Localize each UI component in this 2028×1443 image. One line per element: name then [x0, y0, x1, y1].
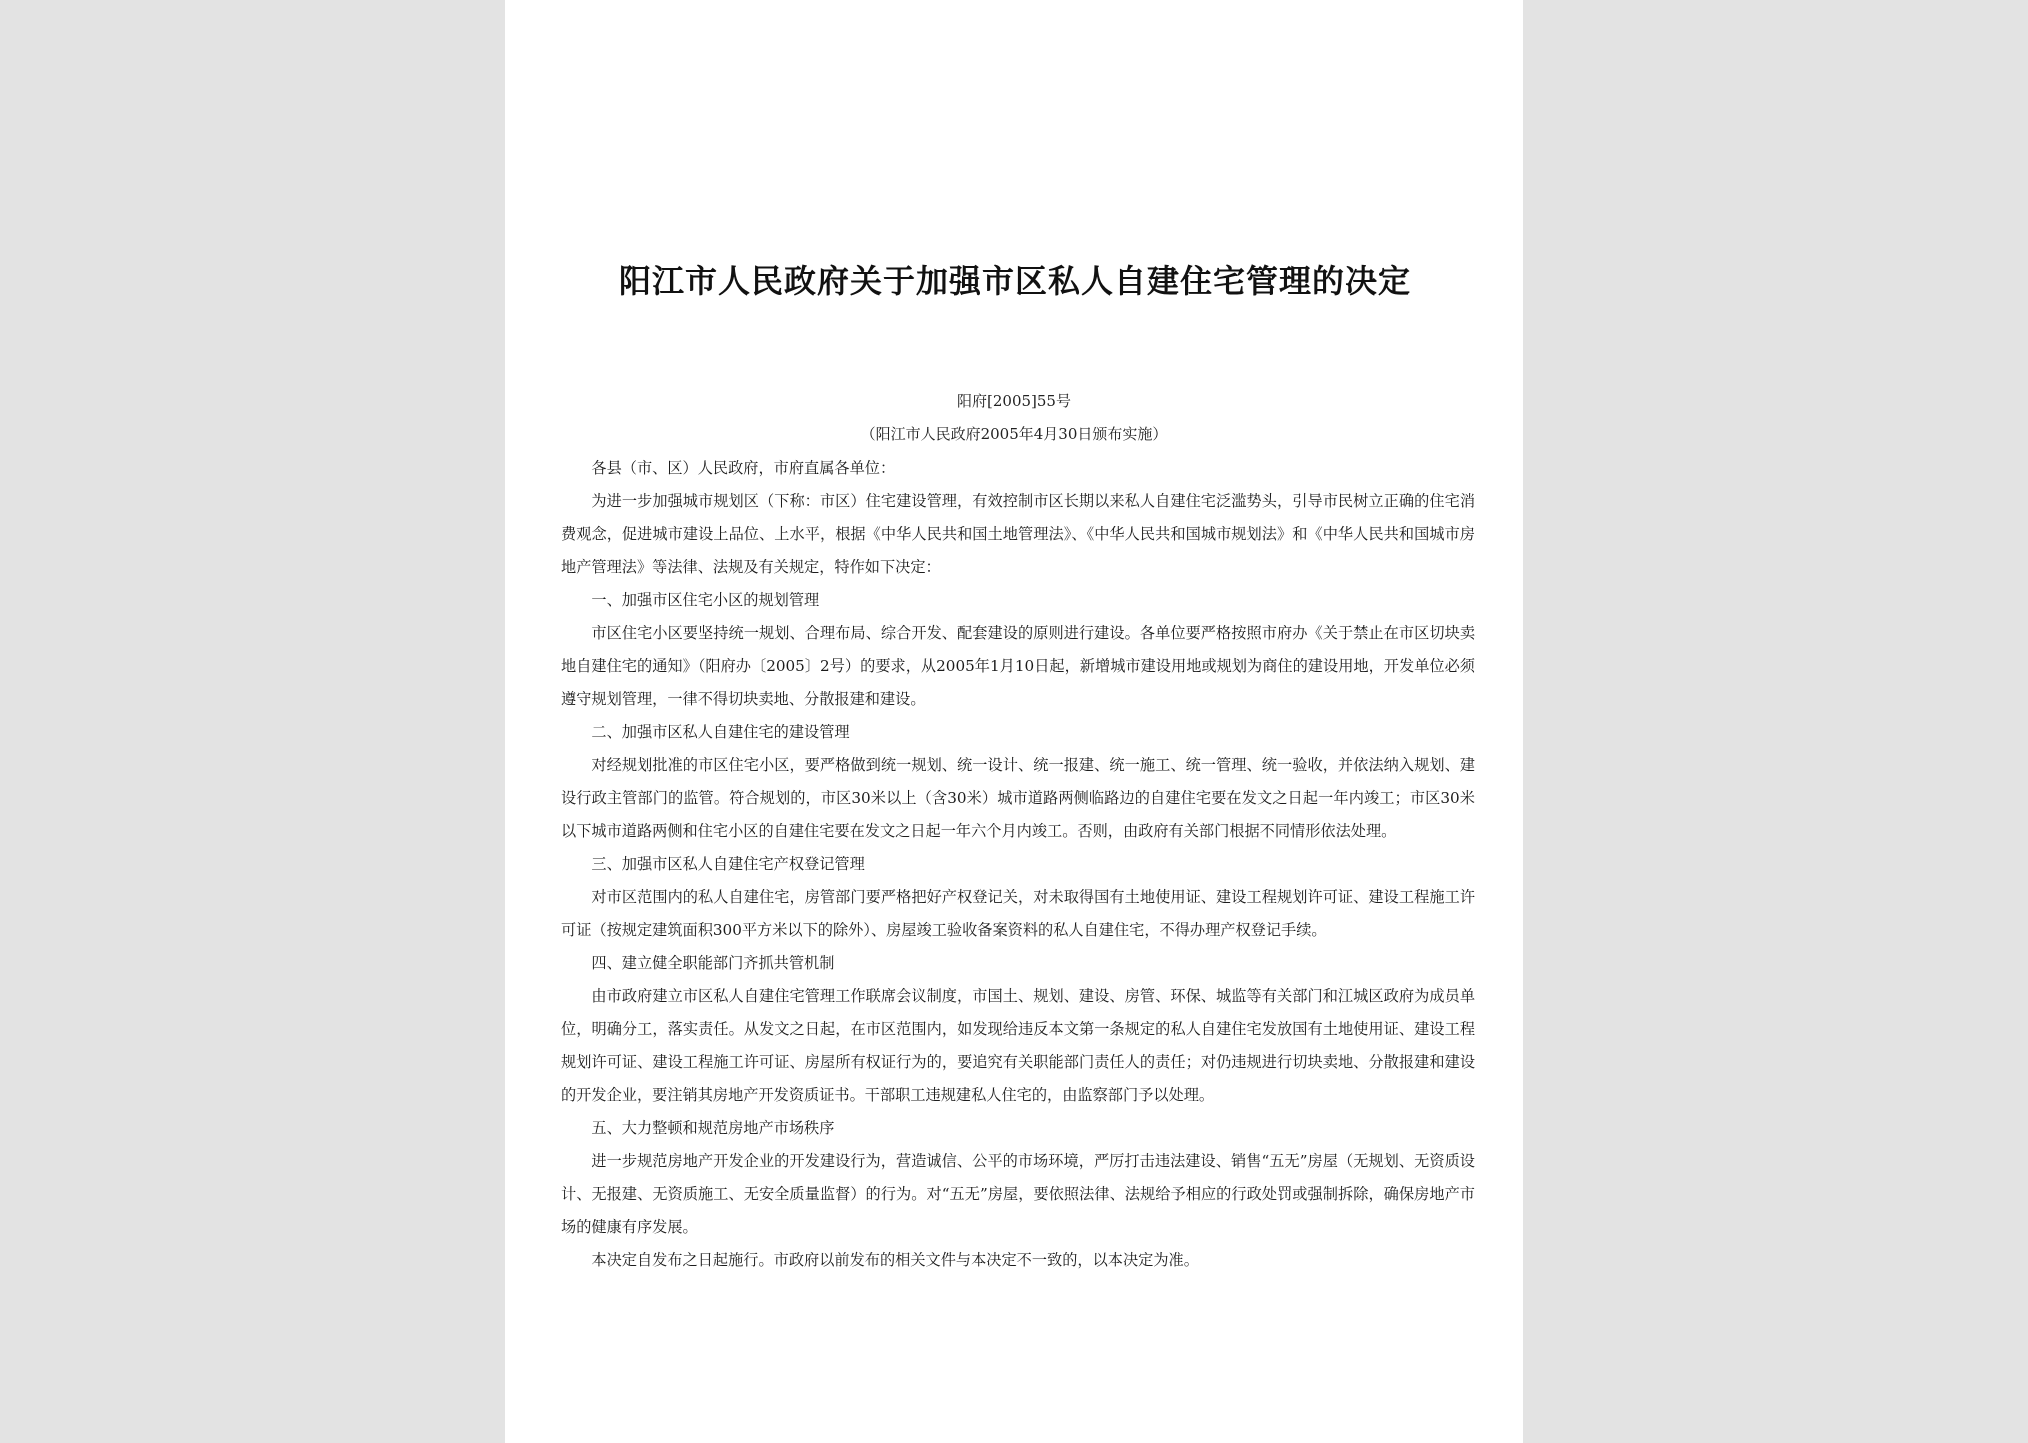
- document-page: [505, 0, 1523, 1443]
- section-heading-2: 二、加强市区私人自建住宅的建设管理: [591, 723, 850, 741]
- document-number: 阳府[2005]55号: [957, 392, 1071, 410]
- section-heading-3: 三、加强市区私人自建住宅产权登记管理: [591, 855, 865, 873]
- paragraph-4: 由市政府建立市区私人自建住宅管理工作联席会议制度，市国土、规划、建设、房管、环保、城监等有关部门和江城区政府为成员单位，明确分工，落实责任。从发文之日起，在市区范围内，如发现给违反本文第一条规定的私人自建住宅发放国有土地使用证、建设工程规划许可证、建设工程施工许可证、房屋所有权证行为的，要追究有关职能部门责任人的责任；对仍违规进行切块卖地、分散报建和建设的开发企业，要注销其房地产开发资质证书。干部职工违规建私人住宅的，由监察部门予以处理。: [561, 987, 1475, 1104]
- section-heading-5: 五、大力整顿和规范房地产市场秩序: [591, 1119, 835, 1137]
- paragraph-preamble: 为进一步加强城市规划区（下称：市区）住宅建设管理，有效控制市区长期以来私人自建住宅泛滥势头，引导市民树立正确的住宅消费观念，促进城市建设上品位、上水平，根据《中华人民共和国土地管理法》、《中华人民共和国城市规划法》和《中华人民共和国城市房地产管理法》等法律、法规及有关规定，特作如下决定：: [561, 492, 1475, 576]
- document-title: 阳江市人民政府关于加强市区私人自建住宅管理的决定: [618, 262, 1411, 300]
- paragraph-2: 对经规划批准的市区住宅小区，要严格做到统一规划、统一设计、统一报建、统一施工、统一管理、统一验收，并依法纳入规划、建设行政主管部门的监管。符合规划的，市区30米以上（含30米）城市道路两侧临路边的自建住宅要在发文之日起一年内竣工；市区30米以下城市道路两侧和住宅小区的自建住宅要在发文之日起一年六个月内竣工。否则，由政府有关部门根据不同情形依法处理。: [561, 756, 1475, 840]
- document-body: [561, 452, 1475, 1277]
- salutation: 各县（市、区）人民政府，市府直属各单位：: [591, 459, 896, 477]
- closing-paragraph: 本决定自发布之日起施行。市政府以前发布的相关文件与本决定不一致的，以本决定为准。: [591, 1251, 1199, 1269]
- paragraph-1: 市区住宅小区要坚持统一规划、合理布局、综合开发、配套建设的原则进行建设。各单位要严格按照市府办《关于禁止在市区切块卖地自建住宅的通知》（阳府办〔2005〕2号）的要求，从2005年1月10日起，新增城市建设用地或规划为商住的建设用地，开发单位必须遵守规划管理，一律不得切块卖地、分散报建和建设。: [561, 624, 1475, 708]
- paragraph-5: 进一步规范房地产开发企业的开发建设行为，营造诚信、公平的市场环境，严厉打击违法建设、销售“五无”房屋（无规划、无资质设计、无报建、无资质施工、无安全质量监督）的行为。对“五无”房屋，要依照法律、法规给予相应的行政处罚或强制拆除，确保房地产市场的健康有序发展。: [561, 1152, 1475, 1236]
- issue-note: （阳江市人民政府2005年4月30日颁布实施）: [860, 425, 1168, 443]
- paragraph-3: 对市区范围内的私人自建住宅，房管部门要严格把好产权登记关，对未取得国有土地使用证、建设工程规划许可证、建设工程施工许可证（按规定建筑面积300平方米以下的除外）、房屋竣工验收备案资料的私人自建住宅，不得办理产权登记手续。: [561, 888, 1475, 939]
- section-heading-4: 四、建立健全职能部门齐抓共管机制: [591, 954, 835, 972]
- section-heading-1: 一、加强市区住宅小区的规划管理: [591, 591, 820, 609]
